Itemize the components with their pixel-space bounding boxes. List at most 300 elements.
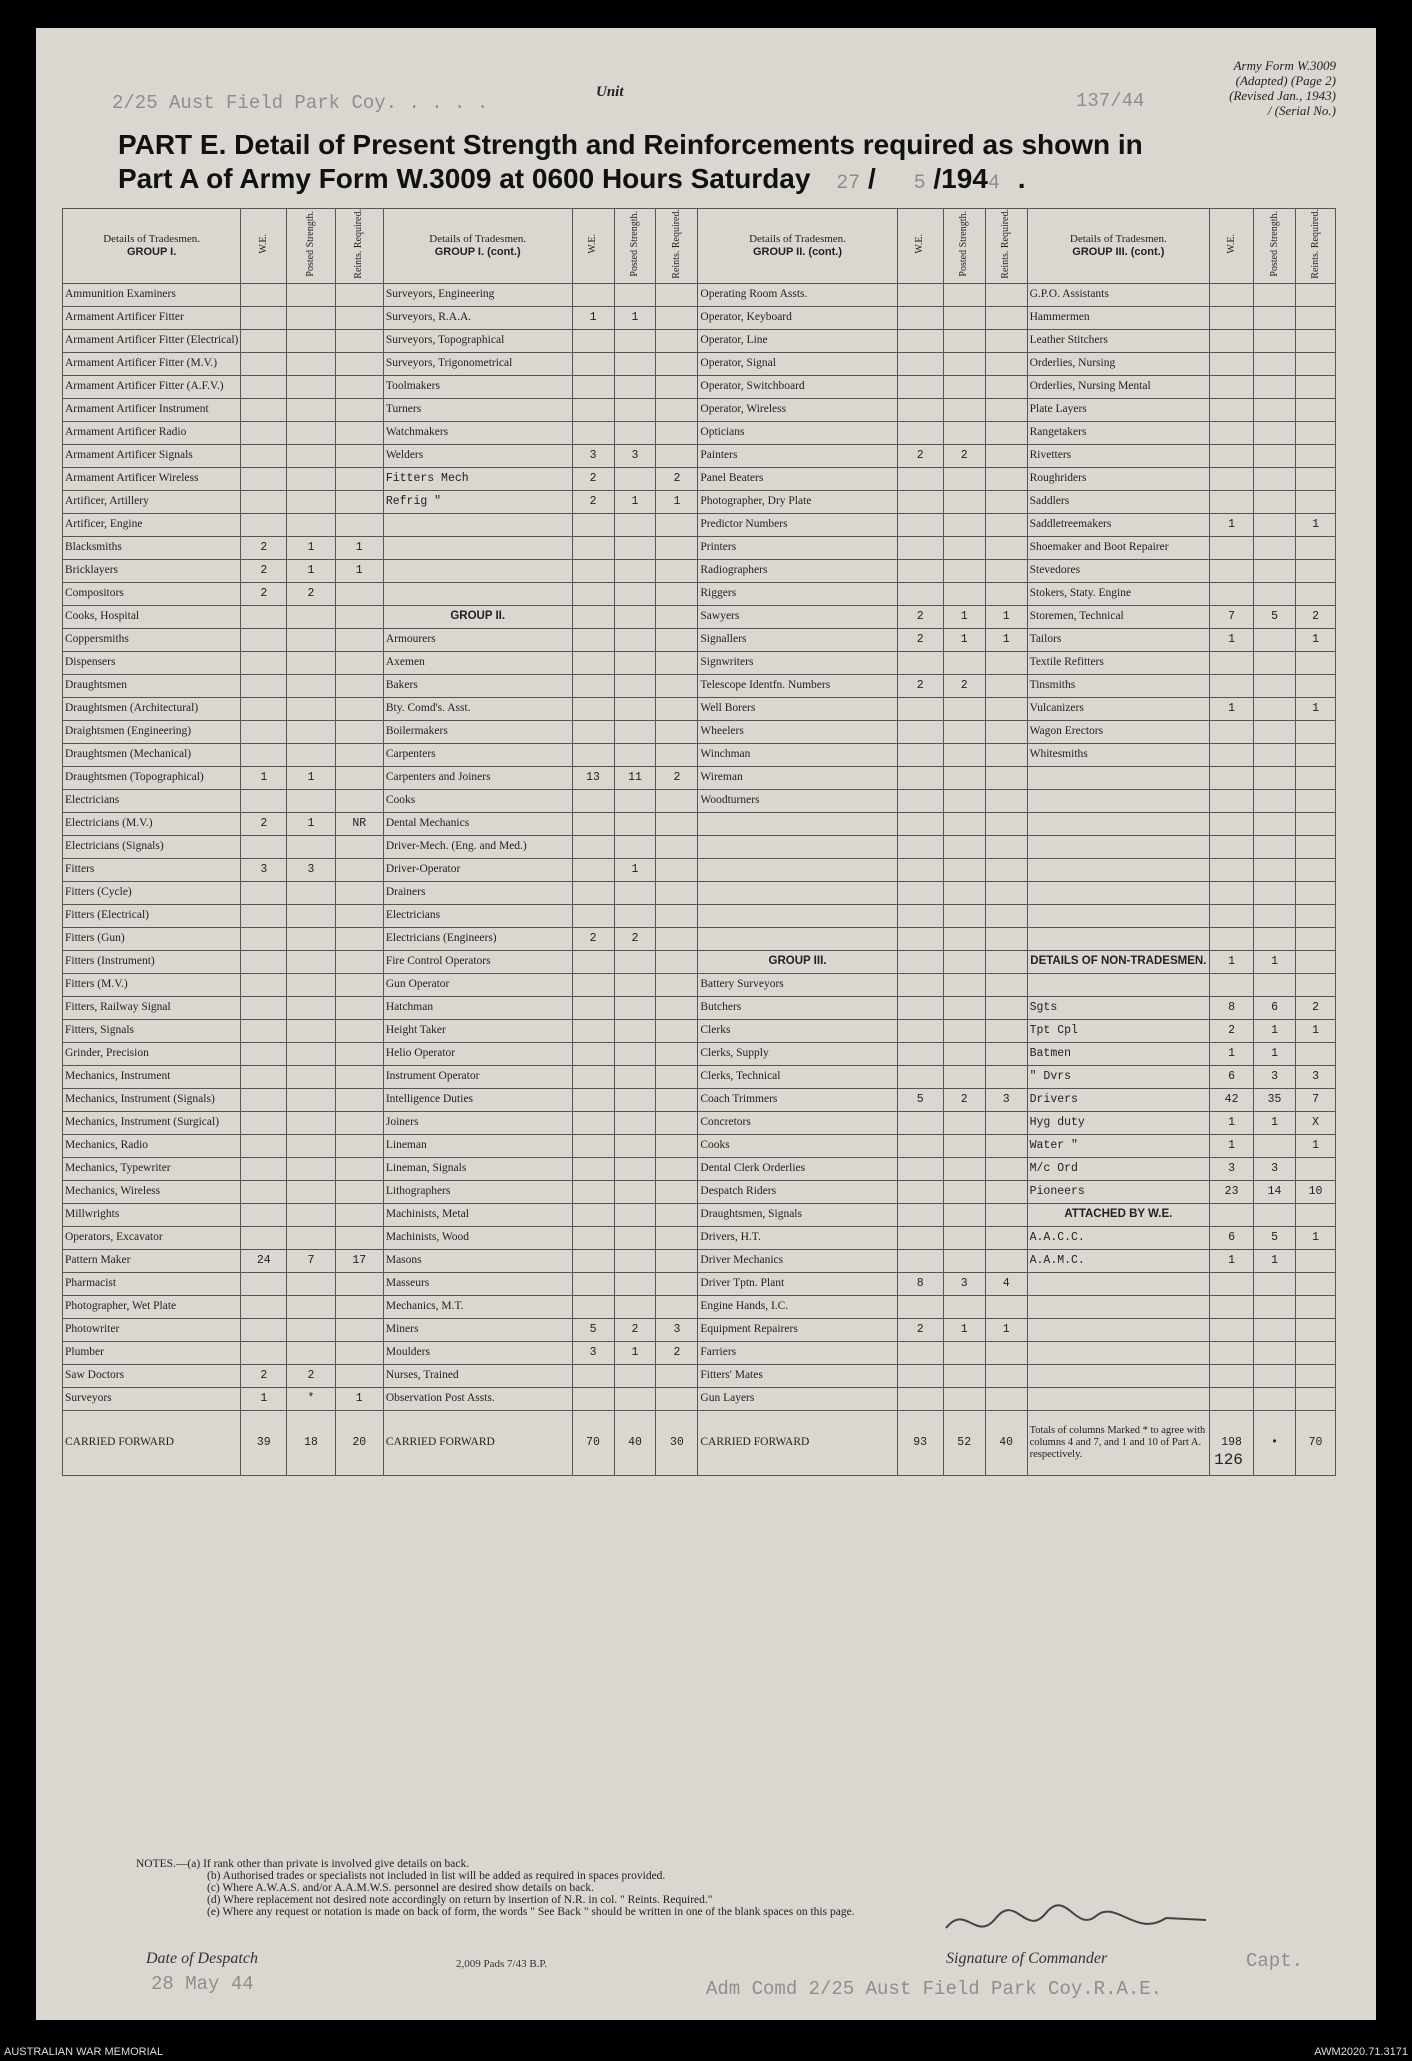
posted-value bbox=[943, 835, 985, 858]
trade-name bbox=[1027, 858, 1209, 881]
trade-name: M/c Ord bbox=[1027, 1157, 1209, 1180]
reints-value bbox=[1296, 421, 1336, 444]
trade-name: Turners bbox=[383, 398, 572, 421]
col-we bbox=[897, 209, 943, 284]
posted-value bbox=[943, 697, 985, 720]
we-value: 2 bbox=[897, 605, 943, 628]
we-value bbox=[572, 536, 614, 559]
trade-name: Lithographers bbox=[383, 1180, 572, 1203]
reints-value: 1 bbox=[1296, 513, 1336, 536]
trade-name: Instrument Operator bbox=[383, 1065, 572, 1088]
we-value bbox=[241, 927, 287, 950]
we-value bbox=[572, 1134, 614, 1157]
trade-name: Dental Mechanics bbox=[383, 812, 572, 835]
trade-name: Textile Refitters bbox=[1027, 651, 1209, 674]
reints-value bbox=[1296, 375, 1336, 398]
reints-value bbox=[656, 996, 698, 1019]
trade-name: Operator, Signal bbox=[698, 352, 897, 375]
cf-posted-g2c: 52 bbox=[943, 1410, 985, 1475]
we-value bbox=[1210, 559, 1254, 582]
trade-name: Fitters bbox=[63, 858, 241, 881]
table-row bbox=[63, 743, 1336, 766]
we-value bbox=[241, 1134, 287, 1157]
reints-value bbox=[985, 1203, 1027, 1226]
posted-value bbox=[943, 904, 985, 927]
reints-value bbox=[335, 1019, 383, 1042]
trade-name: Cooks, Hospital bbox=[63, 605, 241, 628]
notes-section bbox=[136, 1858, 855, 1918]
trade-name: Wagon Erectors bbox=[1027, 720, 1209, 743]
trade-name bbox=[698, 835, 897, 858]
trade-name: Rangetakers bbox=[1027, 421, 1209, 444]
reints-value bbox=[335, 628, 383, 651]
posted-value bbox=[943, 973, 985, 996]
page-title bbox=[118, 128, 1143, 201]
table-row bbox=[63, 628, 1336, 651]
trade-name: Clerks, Supply bbox=[698, 1042, 897, 1065]
table-row bbox=[63, 444, 1336, 467]
posted-value: 6 bbox=[1254, 996, 1296, 1019]
posted-value bbox=[287, 697, 335, 720]
trade-name: Fitters, Railway Signal bbox=[63, 996, 241, 1019]
reints-value bbox=[335, 513, 383, 536]
trade-name bbox=[698, 927, 897, 950]
we-value bbox=[1210, 352, 1254, 375]
reints-value bbox=[335, 329, 383, 352]
trade-name: Artificer, Artillery bbox=[63, 490, 241, 513]
signature-label: Signature of Commander bbox=[946, 1950, 1108, 1967]
trade-name: Mechanics, Instrument (Signals) bbox=[63, 1088, 241, 1111]
trade-name: Armament Artificer Fitter bbox=[63, 306, 241, 329]
we-value: 2 bbox=[241, 536, 287, 559]
trade-name: Surveyors bbox=[63, 1387, 241, 1410]
reints-value: 1 bbox=[335, 1387, 383, 1410]
we-value bbox=[572, 789, 614, 812]
table-header-row bbox=[63, 209, 1336, 284]
trade-name: Height Taker bbox=[383, 1019, 572, 1042]
reints-value bbox=[1296, 398, 1336, 421]
posted-value bbox=[614, 1226, 656, 1249]
reints-value bbox=[335, 306, 383, 329]
table-row bbox=[63, 927, 1336, 950]
trade-name: Masseurs bbox=[383, 1272, 572, 1295]
trade-name: Whitesmiths bbox=[1027, 743, 1209, 766]
we-value bbox=[241, 1272, 287, 1295]
reints-value bbox=[985, 674, 1027, 697]
trade-name: Fitters, Signals bbox=[63, 1019, 241, 1042]
reints-value bbox=[656, 1387, 698, 1410]
reints-value bbox=[656, 398, 698, 421]
trade-name bbox=[698, 858, 897, 881]
posted-value: 3 bbox=[1254, 1065, 1296, 1088]
posted-value bbox=[943, 1134, 985, 1157]
we-value bbox=[572, 674, 614, 697]
we-value bbox=[572, 1387, 614, 1410]
posted-value bbox=[1254, 329, 1296, 352]
trade-name: Miners bbox=[383, 1318, 572, 1341]
posted-value bbox=[614, 973, 656, 996]
we-value: 1 bbox=[241, 1387, 287, 1410]
reints-value bbox=[1296, 467, 1336, 490]
trade-name: Nurses, Trained bbox=[383, 1364, 572, 1387]
posted-value: 1 bbox=[1254, 1249, 1296, 1272]
we-value: 3 bbox=[572, 1341, 614, 1364]
we-value bbox=[897, 536, 943, 559]
trade-name: Draughtsmen (Architectural) bbox=[63, 697, 241, 720]
trade-name: Armament Artificer Fitter (A.F.V.) bbox=[63, 375, 241, 398]
administrative-command: Adm Comd 2/25 Aust Field Park Coy.R.A.E. bbox=[706, 1978, 1163, 2000]
reints-value bbox=[656, 674, 698, 697]
we-value: 5 bbox=[897, 1088, 943, 1111]
reints-value bbox=[1296, 1364, 1336, 1387]
trade-name bbox=[383, 536, 572, 559]
trade-name: Drainers bbox=[383, 881, 572, 904]
trade-name: Observation Post Assts. bbox=[383, 1387, 572, 1410]
reints-value bbox=[985, 559, 1027, 582]
reints-value bbox=[985, 398, 1027, 421]
posted-value bbox=[1254, 789, 1296, 812]
trade-name: Mechanics, Instrument bbox=[63, 1065, 241, 1088]
posted-value bbox=[287, 1019, 335, 1042]
trade-name: Hammermen bbox=[1027, 306, 1209, 329]
reints-value: 3 bbox=[985, 1088, 1027, 1111]
table-row bbox=[63, 398, 1336, 421]
posted-value bbox=[1254, 697, 1296, 720]
posted-value bbox=[943, 398, 985, 421]
table-row bbox=[63, 1318, 1336, 1341]
trade-name: Lineman, Signals bbox=[383, 1157, 572, 1180]
posted-value: 7 bbox=[287, 1249, 335, 1272]
we-value: 1 bbox=[1210, 1111, 1254, 1134]
trade-name: Mechanics, Instrument (Surgical) bbox=[63, 1111, 241, 1134]
reints-value bbox=[335, 789, 383, 812]
reints-value bbox=[1296, 352, 1336, 375]
posted-value bbox=[614, 467, 656, 490]
trade-name: Mechanics, Typewriter bbox=[63, 1157, 241, 1180]
trade-name: Drivers, H.T. bbox=[698, 1226, 897, 1249]
we-value bbox=[1210, 444, 1254, 467]
we-value bbox=[1210, 858, 1254, 881]
we-value bbox=[897, 283, 943, 306]
reints-value bbox=[985, 858, 1027, 881]
note-c: (c) Where A.W.A.S. and/or A.A.M.W.S. personnel are desired show details on back. bbox=[207, 1882, 594, 1894]
posted-value bbox=[287, 720, 335, 743]
table-row bbox=[63, 1249, 1336, 1272]
table-row bbox=[63, 720, 1336, 743]
posted-value bbox=[614, 1249, 656, 1272]
we-value bbox=[1210, 490, 1254, 513]
posted-value bbox=[614, 1180, 656, 1203]
trade-name: Telescope Identfn. Numbers bbox=[698, 674, 897, 697]
posted-value bbox=[1254, 1387, 1296, 1410]
posted-value bbox=[287, 674, 335, 697]
we-value bbox=[241, 1157, 287, 1180]
trade-name: Draughtsmen (Mechanical) bbox=[63, 743, 241, 766]
trade-name bbox=[1027, 927, 1209, 950]
trade-name: Armament Artificer Wireless bbox=[63, 467, 241, 490]
posted-value bbox=[614, 789, 656, 812]
trade-name: Vulcanizers bbox=[1027, 697, 1209, 720]
col-posted-label: Posted Strength. bbox=[304, 211, 316, 277]
trade-name: Blacksmiths bbox=[63, 536, 241, 559]
table-row bbox=[63, 950, 1336, 973]
reints-value bbox=[985, 743, 1027, 766]
trade-name: DETAILS OF NON-TRADESMEN. bbox=[1027, 950, 1209, 973]
posted-value bbox=[614, 1364, 656, 1387]
trade-name: Pattern Maker bbox=[63, 1249, 241, 1272]
trade-name: Electricians (M.V.) bbox=[63, 812, 241, 835]
we-value bbox=[897, 835, 943, 858]
trade-name: Photowriter bbox=[63, 1318, 241, 1341]
reints-value bbox=[656, 421, 698, 444]
we-value bbox=[897, 1203, 943, 1226]
trade-name: Sgts bbox=[1027, 996, 1209, 1019]
posted-value bbox=[614, 674, 656, 697]
trade-name: G.P.O. Assistants bbox=[1027, 283, 1209, 306]
trade-name: Butchers bbox=[698, 996, 897, 1019]
form-page bbox=[36, 28, 1376, 2020]
table-row bbox=[63, 1387, 1336, 1410]
posted-value bbox=[614, 651, 656, 674]
trade-name: Fitters Mech bbox=[383, 467, 572, 490]
we-value bbox=[241, 720, 287, 743]
reints-value bbox=[335, 1364, 383, 1387]
col-posted bbox=[943, 209, 985, 284]
reints-value: 1 bbox=[1296, 1134, 1336, 1157]
reints-value bbox=[656, 743, 698, 766]
posted-value: 2 bbox=[943, 674, 985, 697]
reints-value bbox=[985, 812, 1027, 835]
we-value bbox=[241, 1180, 287, 1203]
trade-name: Draughtsmen, Signals bbox=[698, 1203, 897, 1226]
title-line2 bbox=[118, 162, 1143, 201]
posted-value bbox=[287, 329, 335, 352]
posted-value bbox=[287, 1180, 335, 1203]
reints-value bbox=[1296, 329, 1336, 352]
reints-value bbox=[656, 1088, 698, 1111]
we-value bbox=[241, 743, 287, 766]
trade-name: Panel Beaters bbox=[698, 467, 897, 490]
posted-value: 1 bbox=[1254, 950, 1296, 973]
table-row bbox=[63, 1180, 1336, 1203]
reints-value bbox=[335, 1065, 383, 1088]
posted-value bbox=[287, 1295, 335, 1318]
trade-name: Coppersmiths bbox=[63, 628, 241, 651]
reints-value bbox=[335, 651, 383, 674]
posted-value bbox=[943, 1387, 985, 1410]
trade-name bbox=[1027, 766, 1209, 789]
reints-value bbox=[335, 490, 383, 513]
reints-value bbox=[985, 720, 1027, 743]
title-line1: PART E. Detail of Present Strength and Reinforcements required as shown in bbox=[118, 129, 1143, 160]
posted-value bbox=[1254, 1341, 1296, 1364]
reints-value bbox=[985, 1295, 1027, 1318]
reints-value bbox=[656, 1157, 698, 1180]
we-value bbox=[1210, 881, 1254, 904]
posted-value bbox=[614, 398, 656, 421]
posted-value bbox=[614, 1019, 656, 1042]
table-row bbox=[63, 1042, 1336, 1065]
posted-value bbox=[1254, 283, 1296, 306]
reints-value bbox=[1296, 582, 1336, 605]
reints-value bbox=[656, 536, 698, 559]
reints-value bbox=[335, 283, 383, 306]
trade-name: Armament Artificer Fitter (M.V.) bbox=[63, 352, 241, 375]
trade-name: Armament Artificer Signals bbox=[63, 444, 241, 467]
group-1-heading: GROUP I. bbox=[126, 245, 177, 258]
trade-name: Pharmacist bbox=[63, 1272, 241, 1295]
reints-value bbox=[985, 1180, 1027, 1203]
reints-value bbox=[335, 1295, 383, 1318]
date-year-typed: 4 bbox=[987, 172, 1000, 195]
trade-name: " Dvrs bbox=[1027, 1065, 1209, 1088]
posted-value: 5 bbox=[1254, 605, 1296, 628]
trade-name: Driver Tptn. Plant bbox=[698, 1272, 897, 1295]
posted-value: 3 bbox=[1254, 1157, 1296, 1180]
posted-value bbox=[614, 375, 656, 398]
we-value bbox=[241, 881, 287, 904]
reints-value bbox=[985, 1341, 1027, 1364]
trade-name: Cooks bbox=[383, 789, 572, 812]
we-value bbox=[897, 881, 943, 904]
reints-value bbox=[335, 904, 383, 927]
reints-value bbox=[335, 1226, 383, 1249]
trade-name: Dental Clerk Orderlies bbox=[698, 1157, 897, 1180]
we-value bbox=[572, 1249, 614, 1272]
trade-name: Driver-Mech. (Eng. and Med.) bbox=[383, 835, 572, 858]
we-value bbox=[897, 720, 943, 743]
reints-value bbox=[335, 1111, 383, 1134]
reints-value bbox=[656, 628, 698, 651]
reints-value bbox=[335, 697, 383, 720]
we-value bbox=[1210, 1203, 1254, 1226]
we-value bbox=[897, 1249, 943, 1272]
posted-value bbox=[1254, 674, 1296, 697]
posted-value bbox=[943, 1249, 985, 1272]
we-value bbox=[241, 398, 287, 421]
we-value bbox=[572, 352, 614, 375]
we-value: 3 bbox=[1210, 1157, 1254, 1180]
we-value bbox=[241, 1065, 287, 1088]
posted-value bbox=[287, 444, 335, 467]
trade-name: Bty. Comd's. Asst. bbox=[383, 697, 572, 720]
posted-value bbox=[1254, 536, 1296, 559]
trade-name: Operator, Keyboard bbox=[698, 306, 897, 329]
posted-value: 3 bbox=[614, 444, 656, 467]
reints-value bbox=[1296, 789, 1336, 812]
we-value bbox=[241, 789, 287, 812]
we-value bbox=[897, 1019, 943, 1042]
reints-value bbox=[656, 973, 698, 996]
trade-name: Fitters (Electrical) bbox=[63, 904, 241, 927]
we-value: 6 bbox=[1210, 1226, 1254, 1249]
trade-name bbox=[1027, 1295, 1209, 1318]
note-e: (e) Where any request or notation is made on back of form, the words " See Back " should be written in one of the blank spaces on this page. bbox=[207, 1906, 855, 1918]
we-value: 1 bbox=[1210, 697, 1254, 720]
posted-value bbox=[614, 743, 656, 766]
table-row bbox=[63, 329, 1336, 352]
we-value: 3 bbox=[572, 444, 614, 467]
reints-value bbox=[335, 582, 383, 605]
we-value: 2 bbox=[897, 674, 943, 697]
posted-value bbox=[943, 858, 985, 881]
commander-signature bbox=[936, 1898, 1236, 1948]
we-value bbox=[572, 375, 614, 398]
trade-name: Drivers bbox=[1027, 1088, 1209, 1111]
we-value: 1 bbox=[1210, 513, 1254, 536]
we-value bbox=[1210, 651, 1254, 674]
posted-value bbox=[943, 1341, 985, 1364]
reints-value bbox=[335, 1180, 383, 1203]
reints-value: 1 bbox=[335, 559, 383, 582]
posted-value bbox=[1254, 835, 1296, 858]
posted-value bbox=[287, 1088, 335, 1111]
trade-name: Surveyors, Engineering bbox=[383, 283, 572, 306]
posted-value bbox=[1254, 421, 1296, 444]
cf-we-g3c: 198 bbox=[1210, 1410, 1254, 1475]
reints-value bbox=[335, 1088, 383, 1111]
posted-value bbox=[943, 743, 985, 766]
we-value bbox=[897, 1042, 943, 1065]
we-value bbox=[1210, 789, 1254, 812]
trade-name: Concretors bbox=[698, 1111, 897, 1134]
trade-name bbox=[383, 513, 572, 536]
trade-name: Ammunition Examiners bbox=[63, 283, 241, 306]
we-value bbox=[241, 444, 287, 467]
we-value bbox=[897, 306, 943, 329]
posted-value bbox=[287, 283, 335, 306]
trade-name bbox=[1027, 1341, 1209, 1364]
posted-value bbox=[1254, 743, 1296, 766]
reints-value bbox=[656, 1226, 698, 1249]
reints-value bbox=[656, 881, 698, 904]
we-value bbox=[241, 697, 287, 720]
form-ref-line2: (Adapted) (Page 2) bbox=[1235, 73, 1336, 88]
reints-value bbox=[656, 651, 698, 674]
trade-name: Batmen bbox=[1027, 1042, 1209, 1065]
reints-value bbox=[335, 605, 383, 628]
reints-value: 2 bbox=[656, 766, 698, 789]
trade-name: Tinsmiths bbox=[1027, 674, 1209, 697]
col-reints-label: Reints. Required. bbox=[353, 209, 365, 279]
table-row bbox=[63, 1157, 1336, 1180]
we-value: 5 bbox=[572, 1318, 614, 1341]
posted-value bbox=[1254, 582, 1296, 605]
trade-name: Mechanics, Wireless bbox=[63, 1180, 241, 1203]
reints-value bbox=[985, 1157, 1027, 1180]
reints-value bbox=[1296, 490, 1336, 513]
we-value bbox=[897, 513, 943, 536]
table-body bbox=[63, 283, 1336, 1410]
posted-value: 2 bbox=[287, 582, 335, 605]
posted-value bbox=[943, 1065, 985, 1088]
reints-value bbox=[656, 283, 698, 306]
table-row bbox=[63, 835, 1336, 858]
posted-value: 1 bbox=[1254, 1019, 1296, 1042]
archive-label-left: AUSTRALIAN WAR MEMORIAL bbox=[4, 2046, 164, 2058]
reints-value bbox=[985, 352, 1027, 375]
table-row bbox=[63, 1203, 1336, 1226]
reints-value bbox=[1296, 651, 1336, 674]
trade-name: Fitters (Gun) bbox=[63, 927, 241, 950]
posted-value bbox=[614, 1295, 656, 1318]
table-row bbox=[63, 789, 1336, 812]
reints-value bbox=[985, 1042, 1027, 1065]
we-value: 1 bbox=[1210, 1249, 1254, 1272]
reints-value bbox=[1296, 720, 1336, 743]
form-reference bbox=[1229, 58, 1336, 118]
we-value bbox=[1210, 329, 1254, 352]
